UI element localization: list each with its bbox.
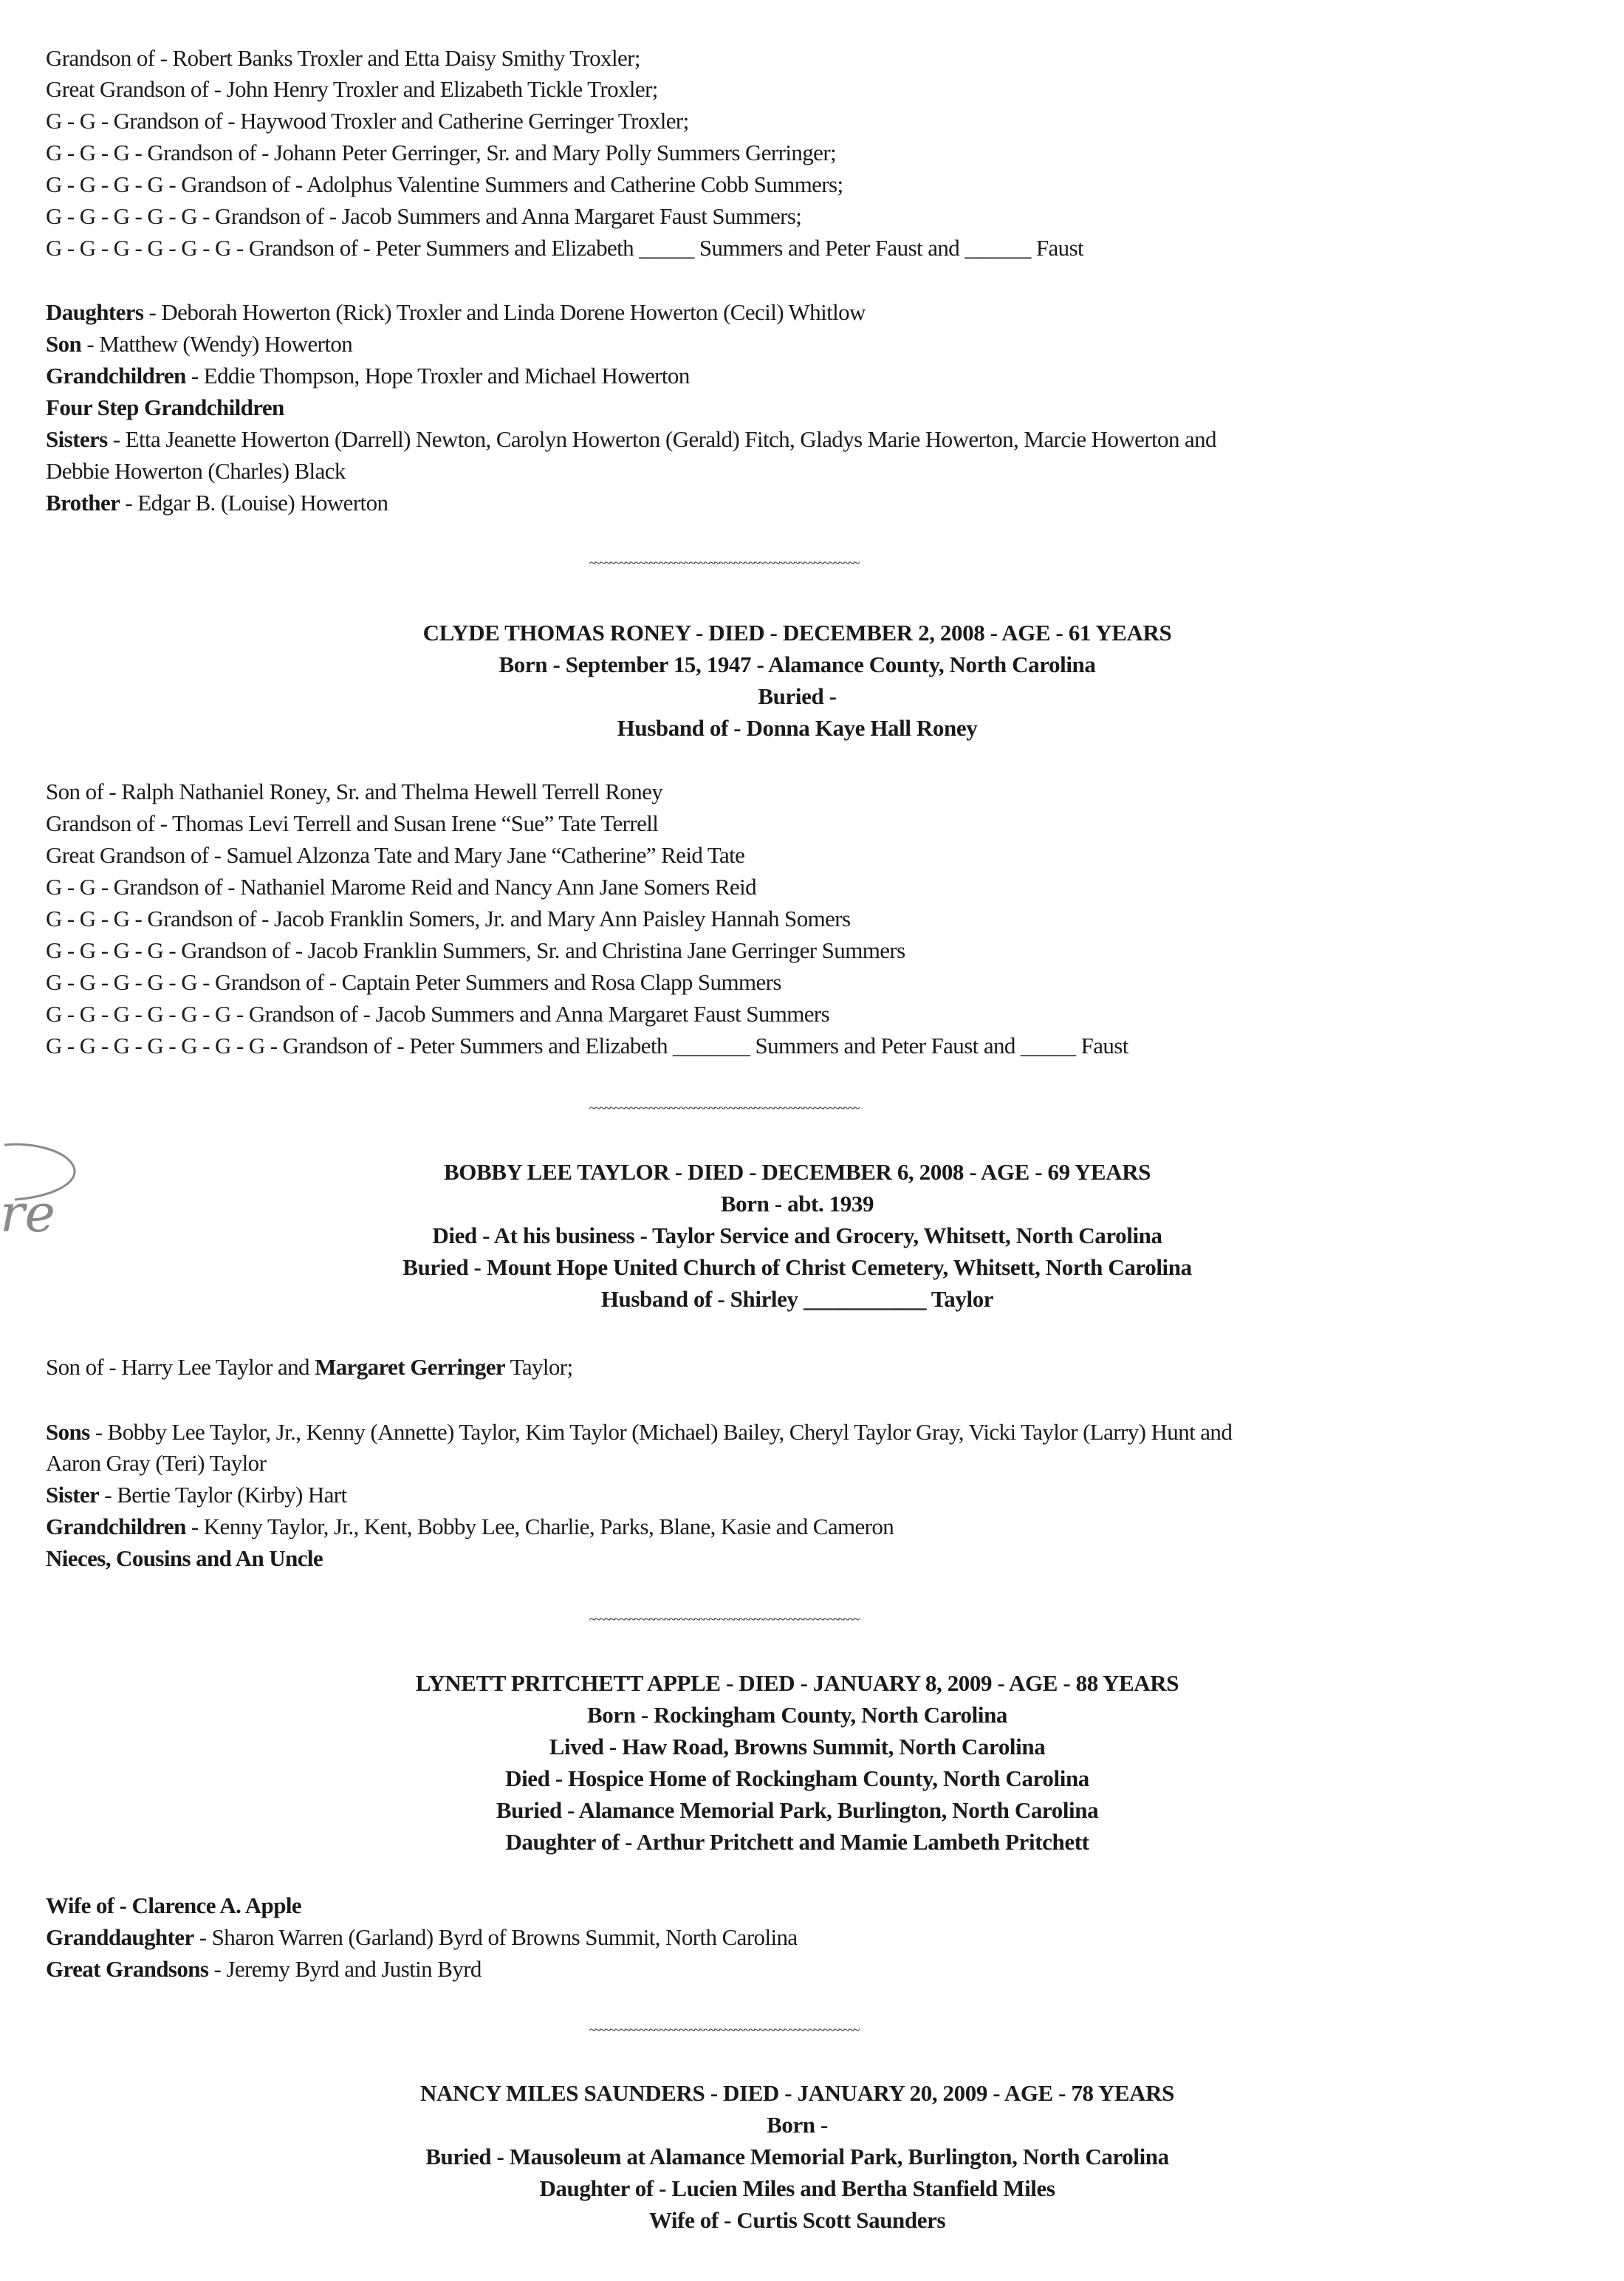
taylor-born: Born - abt. 1939 bbox=[720, 1191, 874, 1217]
section-divider: ~~~~~~~~~~~~~~~~~~~~~~~~~~~~~~~~~~~~~~~~~~~~~~~~~~~~~~ bbox=[589, 1612, 858, 1627]
apple-born: Born - Rockingham County, North Carolina bbox=[586, 1702, 1008, 1728]
apple-buried: Buried - Alamance Memorial Park, Burlington, North Carolina bbox=[496, 1797, 1099, 1823]
apple-heading: LYNETT PRITCHETT APPLE - DIED - JANUARY 8, 2009 - AGE - 88 YEARS bbox=[415, 1670, 1179, 1696]
apple-daughter-of: Daughter of - Arthur Pritchett and Mamie Lambeth Pritchett bbox=[505, 1829, 1089, 1855]
taylor-son-of: Son of - Harry Lee Taylor and Margaret Gerringer Taylor; bbox=[46, 1354, 573, 1380]
roney-lineage-4: G - G - Grandson of - Nathaniel Marome Reid and Nancy Ann Jane Somers Reid bbox=[46, 874, 756, 900]
taylor-family-sons-cont: Aaron Gray (Teri) Taylor bbox=[46, 1450, 267, 1476]
apple-lived: Lived - Haw Road, Browns Summit, North Carolina bbox=[549, 1734, 1046, 1760]
taylor-buried: Buried - Mount Hope United Church of Christ Cemetery, Whitsett, North Carolina bbox=[402, 1254, 1192, 1280]
saunders-heading: NANCY MILES SAUNDERS - DIED - JANUARY 20, 2009 - AGE - 78 YEARS bbox=[420, 2080, 1174, 2106]
top-lineage-7: G - G - G - G - G - G - Grandson of - Peter Summers and Elizabeth _____ Summers and Peter Faust and ______ Faust bbox=[46, 235, 1084, 261]
saunders-buried: Buried - Mausoleum at Alamance Memorial Park, Burlington, North Carolina bbox=[425, 2144, 1169, 2169]
roney-lineage-6: G - G - G - G - Grandson of - Jacob Franklin Summers, Sr. and Christina Jane Gerringer Summers bbox=[46, 937, 905, 963]
taylor-husband: Husband of - Shirley ___________ Taylor bbox=[600, 1286, 994, 1312]
saunders-born: Born - bbox=[767, 2112, 828, 2138]
section-divider: ~~~~~~~~~~~~~~~~~~~~~~~~~~~~~~~~~~~~~~~~~~~~~~~~~~~~~~ bbox=[589, 2022, 858, 2037]
top-family-sisters-cont: Debbie Howerton (Charles) Black bbox=[46, 458, 346, 484]
top-lineage-4: G - G - G - Grandson of - Johann Peter Gerringer, Sr. and Mary Polly Summers Gerringer; bbox=[46, 140, 837, 165]
roney-lineage-7: G - G - G - G - G - Grandson of - Captain Peter Summers and Rosa Clapp Summers bbox=[46, 969, 781, 995]
taylor-family-sister: Sister - Bertie Taylor (Kirby) Hart bbox=[46, 1482, 347, 1508]
section-divider: ~~~~~~~~~~~~~~~~~~~~~~~~~~~~~~~~~~~~~~~~~~~~~~~~~~~~~~ bbox=[589, 1101, 858, 1115]
taylor-family-sons: Sons - Bobby Lee Taylor, Jr., Kenny (Annette) Taylor, Kim Taylor (Michael) Bailey, Cheryl Taylor Gray, Vicki Taylor (Larry) Hunt and bbox=[46, 1419, 1233, 1445]
roney-heading: CLYDE THOMAS RONEY - DIED - DECEMBER 2, 2008 - AGE - 61 YEARS bbox=[422, 620, 1172, 646]
roney-husband: Husband of - Donna Kaye Hall Roney bbox=[617, 715, 978, 741]
top-family-brother: Brother - Edgar B. (Louise) Howerton bbox=[46, 490, 388, 516]
roney-lineage-3: Great Grandson of - Samuel Alzonza Tate and Mary Jane “Catherine” Reid Tate bbox=[46, 842, 745, 868]
top-family-sisters: Sisters - Etta Jeanette Howerton (Darrell) Newton, Carolyn Howerton (Gerald) Fitch, Gladys Marie Howerton, Marcie Howerton and bbox=[46, 426, 1216, 452]
taylor-died: Died - At his business - Taylor Service and Grocery, Whitsett, North Carolina bbox=[432, 1222, 1162, 1248]
top-lineage-5: G - G - G - G - Grandson of - Adolphus Valentine Summers and Catherine Cobb Summers; bbox=[46, 171, 843, 197]
roney-buried: Buried - bbox=[758, 683, 837, 709]
taylor-family-grandchildren: Grandchildren - Kenny Taylor, Jr., Kent, Bobby Lee, Charlie, Parks, Blane, Kasie and Cameron bbox=[46, 1514, 894, 1539]
roney-lineage-2: Grandson of - Thomas Levi Terrell and Susan Irene “Sue” Tate Terrell bbox=[46, 810, 659, 836]
top-family-step-grandchildren: Four Step Grandchildren bbox=[46, 394, 284, 420]
taylor-family-nieces: Nieces, Cousins and An Uncle bbox=[46, 1545, 323, 1571]
apple-family-wife: Wife of - Clarence A. Apple bbox=[46, 1892, 302, 1918]
saunders-daughter-of: Daughter of - Lucien Miles and Bertha Stanfield Miles bbox=[539, 2175, 1055, 2201]
margin-handwriting-text: re bbox=[0, 1183, 55, 1244]
section-divider: ~~~~~~~~~~~~~~~~~~~~~~~~~~~~~~~~~~~~~~~~~~~~~~~~~~~~~~ bbox=[589, 555, 858, 570]
top-lineage-3: G - G - Grandson of - Haywood Troxler and Catherine Gerringer Troxler; bbox=[46, 108, 689, 134]
top-family-daughters: Daughters - Deborah Howerton (Rick) Troxler and Linda Dorene Howerton (Cecil) Whitlow bbox=[46, 299, 866, 325]
top-lineage-2: Great Grandson of - John Henry Troxler and Elizabeth Tickle Troxler; bbox=[46, 76, 658, 102]
top-lineage-1: Grandson of - Robert Banks Troxler and Etta Daisy Smithy Troxler; bbox=[46, 45, 640, 71]
roney-lineage-9: G - G - G - G - G - G - G - Grandson of - Peter Summers and Elizabeth _______ Summers and Peter Faust and _____ Faust bbox=[46, 1033, 1128, 1059]
apple-died: Died - Hospice Home of Rockingham County, North Carolina bbox=[505, 1765, 1089, 1791]
apple-family-great-grandsons: Great Grandsons - Jeremy Byrd and Justin Byrd bbox=[46, 1956, 482, 1982]
top-family-grandchildren: Grandchildren - Eddie Thompson, Hope Troxler and Michael Howerton bbox=[46, 363, 690, 389]
saunders-wife-of: Wife of - Curtis Scott Saunders bbox=[648, 2207, 946, 2233]
top-lineage-6: G - G - G - G - G - Grandson of - Jacob Summers and Anna Margaret Faust Summers; bbox=[46, 203, 802, 229]
top-family-son: Son - Matthew (Wendy) Howerton bbox=[46, 331, 353, 357]
roney-lineage-5: G - G - G - Grandson of - Jacob Franklin Somers, Jr. and Mary Ann Paisley Hannah Somers bbox=[46, 906, 851, 931]
apple-family-granddaughter: Granddaughter - Sharon Warren (Garland) Byrd of Browns Summit, North Carolina bbox=[46, 1924, 798, 1950]
roney-lineage-8: G - G - G - G - G - G - Grandson of - Jacob Summers and Anna Margaret Faust Summers bbox=[46, 1001, 830, 1027]
roney-born: Born - September 15, 1947 - Alamance County, North Carolina bbox=[498, 652, 1096, 677]
roney-lineage-1: Son of - Ralph Nathaniel Roney, Sr. and Thelma Hewell Terrell Roney bbox=[46, 779, 663, 804]
taylor-heading: BOBBY LEE TAYLOR - DIED - DECEMBER 6, 2008 - AGE - 69 YEARS bbox=[443, 1159, 1151, 1185]
